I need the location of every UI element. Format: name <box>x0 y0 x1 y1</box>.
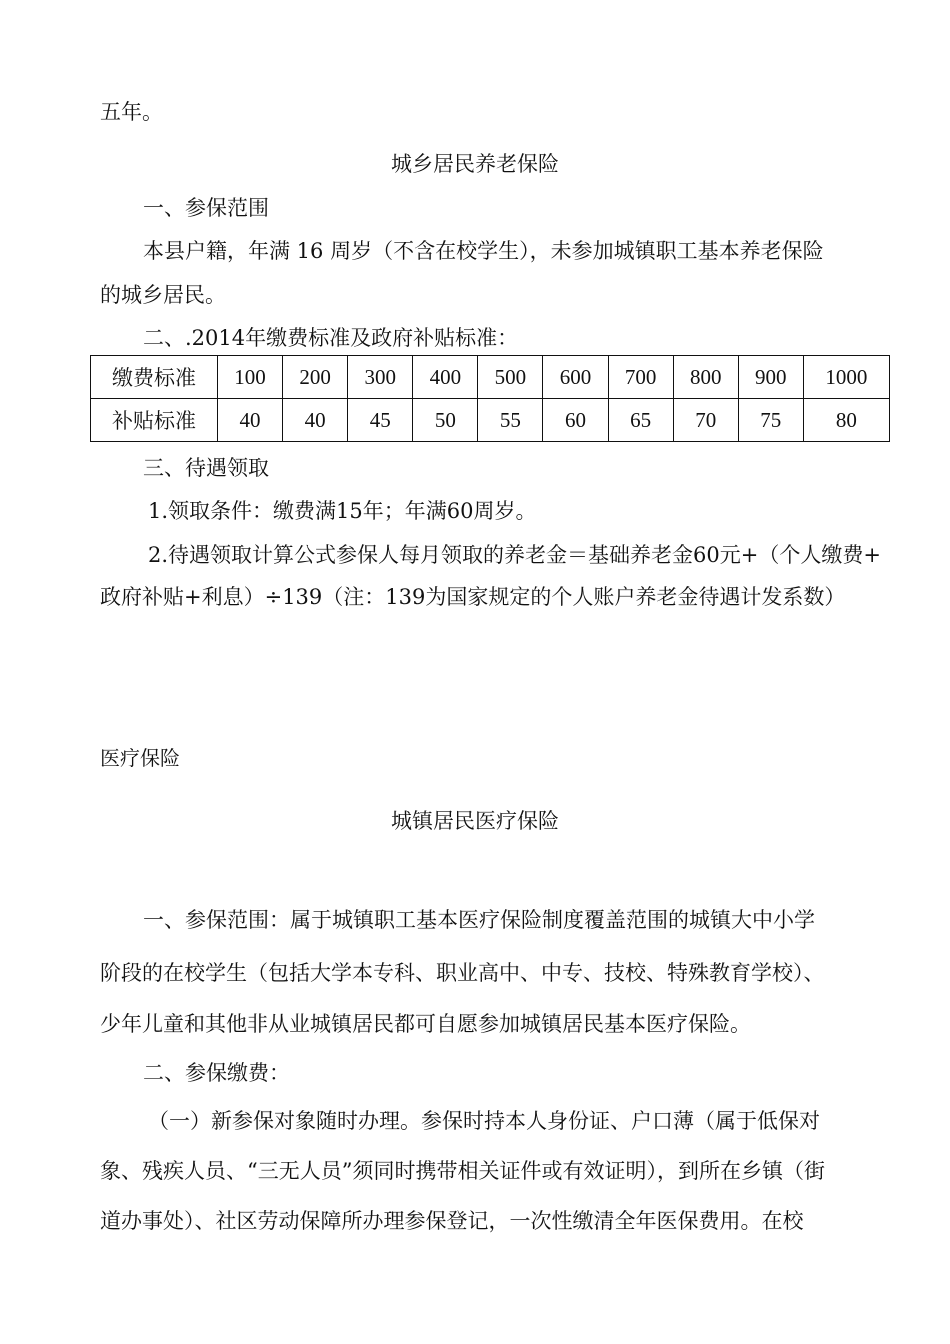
benefit-condition: 1.领取条件：缴费满15年；年满60周岁。 <box>148 499 537 523</box>
benefit-formula-line2: 政府补贴+利息）÷139（注：139为国家规定的个人账户养老金待遇计发系数） <box>100 585 846 609</box>
fee-cell: 300 <box>348 356 413 399</box>
subheading-scope: 一、参保范围 <box>143 196 269 220</box>
fee-cell: 700 <box>608 356 673 399</box>
fee-cell: 500 <box>478 356 543 399</box>
row-label-fee: 缴费标准 <box>91 356 218 399</box>
medical-scope-line2: 阶段的在校学生（包括大学本专科、职业高中、中专、技校、特殊教育学校）、 <box>100 961 825 985</box>
table-row <box>91 356 890 399</box>
subsidy-cell: 75 <box>738 399 803 442</box>
medical-scope-line1: 一、参保范围：属于城镇职工基本医疗保险制度覆盖范围的城镇大中小学 <box>143 908 815 932</box>
medical-scope-line3: 少年儿童和其他非从业城镇居民都可自愿参加城镇居民基本医疗保险。 <box>100 1012 751 1036</box>
table-row <box>91 399 890 442</box>
subsidy-cell: 55 <box>478 399 543 442</box>
subsidy-cell: 40 <box>218 399 283 442</box>
continued-text: 五年。 <box>100 100 163 124</box>
section-title-pension: 城乡居民养老保险 <box>391 152 559 176</box>
subsidy-cell: 65 <box>608 399 673 442</box>
fee-cell: 600 <box>543 356 608 399</box>
subsidy-cell: 50 <box>413 399 478 442</box>
fee-cell: 800 <box>673 356 738 399</box>
fee-cell: 1000 <box>803 356 889 399</box>
subsidy-cell: 40 <box>283 399 348 442</box>
fee-subsidy-table <box>90 355 890 442</box>
payment-para-line2: 象、残疾人员、“三无人员”须同时携带相关证件或有效证明），到所在乡镇（街 <box>100 1159 825 1183</box>
subsidy-cell: 80 <box>803 399 889 442</box>
paragraph-scope-line2: 的城乡居民。 <box>100 283 226 307</box>
subheading-fee-standard: 二、.2014年缴费标准及政府补贴标准： <box>143 326 519 350</box>
row-label-subsidy: 补贴标准 <box>91 399 218 442</box>
fee-cell: 400 <box>413 356 478 399</box>
subsidy-cell: 70 <box>673 399 738 442</box>
payment-para-line1: （一）新参保对象随时办理。参保时持本人身份证、户口薄（属于低保对 <box>148 1109 820 1133</box>
fee-cell: 900 <box>738 356 803 399</box>
benefit-formula-line1: 2.待遇领取计算公式参保人每月领取的养老金＝基础养老金60元+（个人缴费+ <box>148 543 881 567</box>
subsidy-cell: 60 <box>543 399 608 442</box>
subheading-benefits: 三、待遇领取 <box>143 456 269 480</box>
fee-cell: 100 <box>218 356 283 399</box>
fee-cell: 200 <box>283 356 348 399</box>
payment-para-line3: 道办事处）、社区劳动保障所办理参保登记，一次性缴清全年医保费用。在校 <box>100 1209 804 1233</box>
paragraph-scope-line1: 本县户籍，年满 16 周岁（不含在校学生），未参加城镇职工基本养老保险 <box>143 239 824 263</box>
subsidy-cell: 45 <box>348 399 413 442</box>
subheading-payment: 二、参保缴费： <box>143 1061 290 1085</box>
section-title-medical: 城镇居民医疗保险 <box>391 809 559 833</box>
heading-medical-insurance: 医疗保险 <box>100 746 180 770</box>
